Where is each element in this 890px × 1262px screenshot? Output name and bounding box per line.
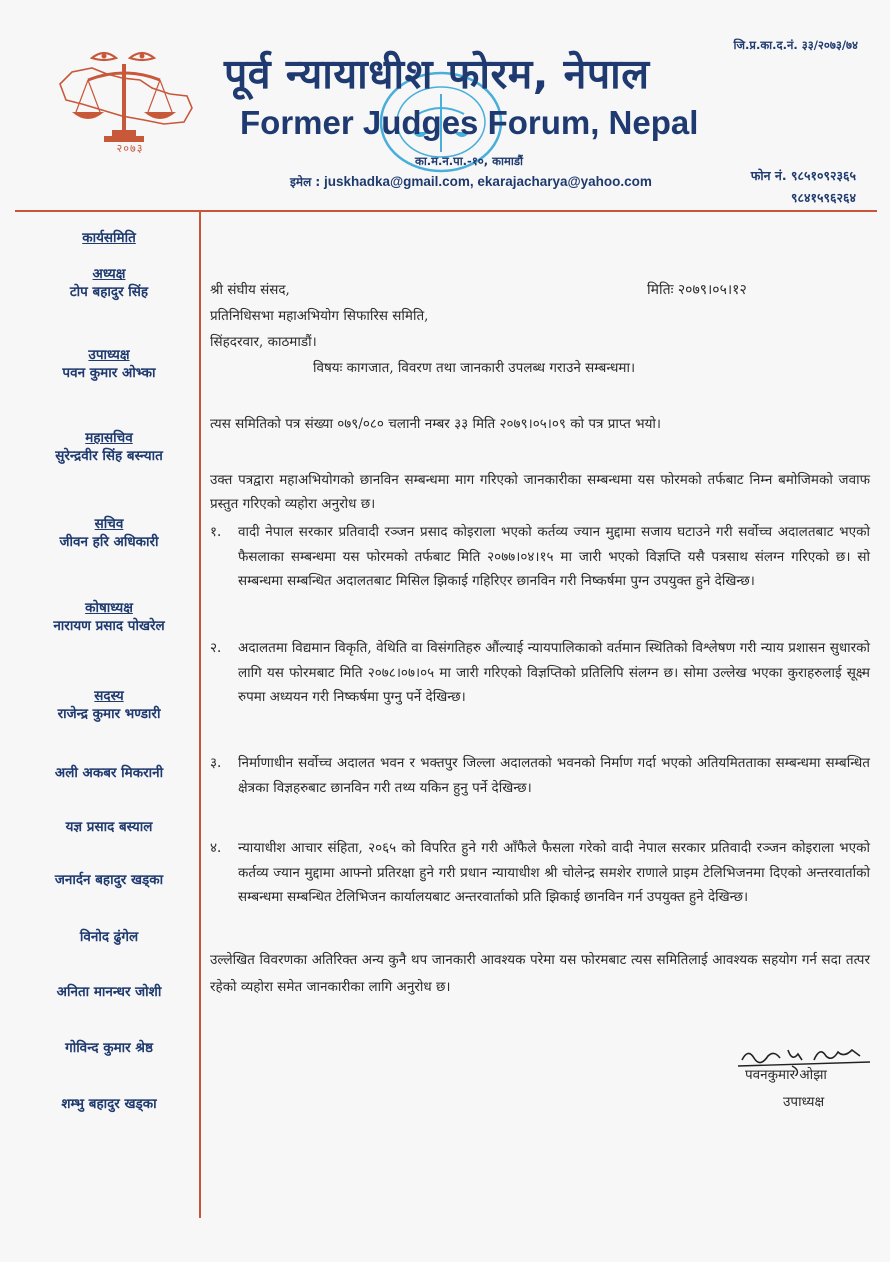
signer-name: पवनकुमार ओझा (745, 1067, 827, 1083)
phone-number-2: ९८४१५९६२६४ (790, 190, 856, 205)
forum-address: का.म.न.पा.-१०, कामाडौं (415, 154, 523, 168)
role-name: जीवन हरि अधिकारी (59, 534, 159, 550)
numbered-point (210, 836, 870, 910)
committee-role (20, 264, 198, 300)
header-divider (15, 210, 877, 212)
role-name: नारायण प्रसाद पोखरेल (53, 618, 165, 634)
numbered-point (210, 520, 870, 594)
forum-title-nepali: पूर्व न्यायाधीश फोरम, नेपाल (224, 50, 650, 98)
point-number: १. (210, 524, 222, 540)
intro-paragraph: त्यस समितिको पत्र संख्या ०७९/०८० चलानी नम्बर ३३ मिति २०७९।०५।०९ को पत्र प्राप्त भयो। (210, 416, 662, 432)
numbered-point (210, 751, 870, 800)
member-name: अली अकबर मिकरानी (54, 765, 164, 781)
numbered-point (210, 636, 870, 710)
committee-heading: कार्यसमिति (82, 230, 136, 246)
committee-role (20, 598, 198, 634)
letter-date: मितिः २०७९।०५।१२ (647, 282, 747, 298)
point-text: न्यायाधीश आचार संहिता, २०६५ को विपरित हुने गरी आँफैले फैसला गरेको वादी नेपाल सरकार प्रतिवादी रञ्जन कोइराला भएको कर्तव्य ज्यान मुद्दामा आफ्नो प्रतिरक्षा हुने गरी प्रधान न्यायाधीश श्री चोलेन्द्र समशेर राणाले प्राइम टेलिभिजनमा दिएको अन्तरवार्ताको सम्बन्धमा सम्बन्धित टेलिभिजन कार्यालयबाट अन्तरवार्ताको प्रति झिकाई छानविन गर्न उपयुक्त हुने देखिन्छ। (238, 840, 870, 905)
email-label: इमेल : (290, 175, 321, 189)
email-addresses[interactable]: juskhadka@gmail.com, ekarajacharya@yahoo.com (323, 174, 652, 189)
role-name: टोप बहादुर सिंह (69, 284, 149, 300)
committee-role (20, 345, 198, 381)
letter-subject: विषयः कागजात, विवरण तथा जानकारी उपलब्ध गराउने सम्बन्धमा। (313, 360, 636, 376)
point-number: ३. (210, 755, 222, 771)
logo-year: २०७३ (116, 142, 144, 155)
point-number: ४. (210, 840, 222, 856)
contact-email (290, 173, 652, 190)
signer-title: उपाध्यक्ष (783, 1094, 825, 1110)
role-name: सुरेन्द्रवीर सिंह बस्न्यात (55, 448, 163, 464)
member-name: गोविन्द कुमार श्रेष्ठ (65, 1040, 153, 1056)
committee-role (20, 514, 198, 550)
point-number: २. (210, 640, 222, 656)
role-title: कोषाध्यक्ष (85, 600, 133, 616)
contact-phone (716, 165, 856, 209)
role-name: पवन कुमार ओभ्का (62, 365, 156, 381)
point-text: अदालतमा विद्यमान विकृति, वेथिति वा विसंगतिहरु औंल्याई न्यायपालिकाको वर्तमान स्थितिको विश्लेषण गरी न्याय प्रशासन सुधारको लागि यस फोरमबाट मिति २०७८।०७।०५ मा जारी गरिएको विज्ञप्तिको प्रतिलिपि संलग्न छ। सोमा उल्लेख भएका कुराहरुलाई सूक्ष्म रुपमा अध्ययन गरी निष्कर्षमा पुग्नु पर्ने देखिन्छ। (238, 640, 870, 705)
members-title: सदस्य (94, 688, 124, 704)
point-text: निर्माणाधीन सर्वोच्च अदालत भवन र भक्तपुर जिल्ला अदालतको भवनको निर्माण गर्दा भएको अतियमितताका सम्बन्धमा सम्बन्धित क्षेत्रका विज्ञहरुबाट छानविन गरी तथ्य यकिन हुनु पर्ने देखिन्छ। (238, 755, 870, 796)
role-title: अध्यक्ष (92, 266, 126, 282)
recipient-line: प्रतिनिधिसभा महाअभियोग सिफारिस समिति, (210, 308, 429, 324)
forum-title-english: Former Judges Forum, Nepal (240, 104, 699, 141)
role-title: महासचिव (85, 430, 133, 446)
recipient-line: श्री संघीय संसद, (210, 282, 290, 298)
member-name: विनोद ढुंगेल (79, 929, 139, 945)
member-name: यज्ञ प्रसाद बस्याल (65, 819, 153, 835)
member-name: शम्भु बहादुर खड्का (61, 1096, 157, 1112)
recipient-line: सिंहदरवार, काठमाडौं। (210, 334, 317, 350)
closing-paragraph: उल्लेखित विवरणका अतिरिक्त अन्य कुनै थप जानकारी आवश्यक परेमा यस फोरमबाट त्यस समितिलाई आवश्यक सहयोग गर्न सदा तत्पर रहेको व्यहोरा समेत जानकारीका लागि अनुरोध छ। (210, 952, 870, 995)
member-name: जनार्दन बहादुर खड्का (54, 872, 164, 888)
member-name: राजेन्द्र कुमार भण्डारी (57, 706, 161, 722)
point-text: वादी नेपाल सरकार प्रतिवादी रञ्जन प्रसाद कोइराला भएको कर्तव्य ज्यान मुद्दामा सजाय घटाउने गरी सर्वोच्च अदालतबाट भएको फैसलाका सम्बन्धमा यस फोरमको तर्फबाट मिति २०७७।०४।१५ मा जारी भएको विज्ञप्ति यसै पत्रसाथ संलग्न गरिएको छ। सो सम्बन्धमा सम्बन्धित अदालतबाट मिसिल झिकाई गहिरिएर छानविन गरी निष्कर्षमा पुग्न उपयुक्त हुने देखिन्छ। (238, 524, 870, 589)
member-name: अनिता मानन्धर जोशी (56, 984, 162, 1000)
request-paragraph: उक्त पत्रद्वारा महाअभियोगको छानविन सम्बन्धमा माग गरिएको जानकारीका सम्बन्धमा यस फोरमको तर्फबाट निम्न बमोजिमको जवाफ प्रस्तुत गरिएको व्यहोरा अनुरोध छ। (210, 472, 870, 512)
phone-label: फोन नं. (750, 168, 787, 183)
registration-number: जि.प्र.का.द.नं. ३३/२०७३/७४ (733, 38, 858, 52)
phone-number-1: ९८५१०९२३६५ (790, 168, 856, 183)
committee-role (20, 428, 198, 464)
sidebar-divider (199, 212, 201, 1218)
role-title: उपाध्यक्ष (88, 347, 130, 363)
committee-members (20, 686, 198, 722)
role-title: सचिव (94, 516, 124, 532)
